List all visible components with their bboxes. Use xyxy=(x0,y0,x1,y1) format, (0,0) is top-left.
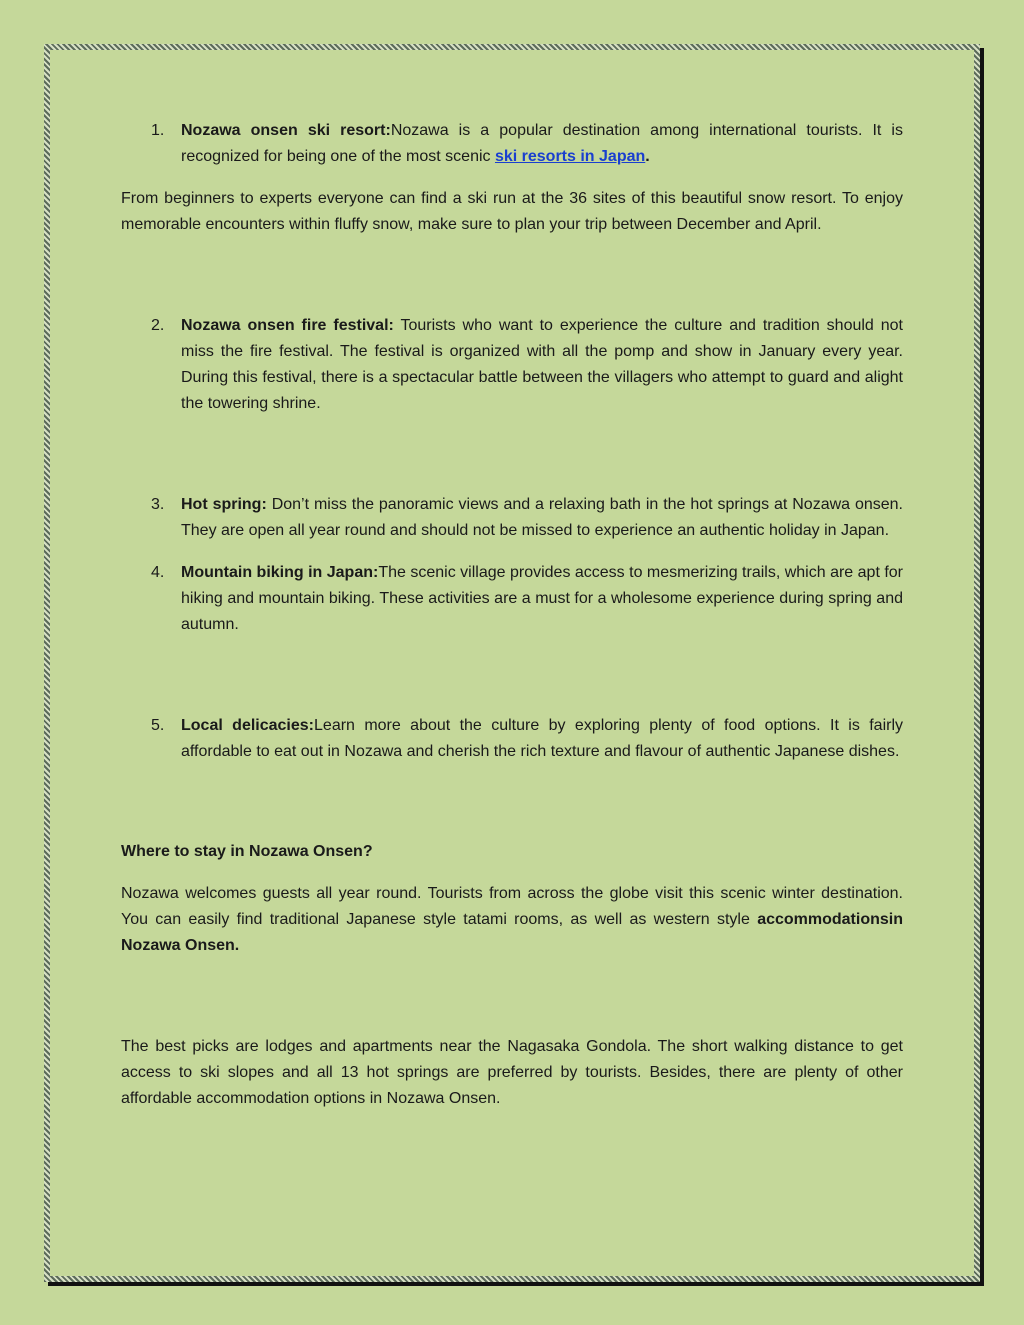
ski-paragraph: From beginners to experts everyone can find a ski run at the 36 sites of this beautiful snow resort. To enjoy memorable encounters within fluffy snow, make sure to plan your trip between December and April. xyxy=(121,190,903,233)
list-number: 1. xyxy=(151,122,165,139)
list-item-title: Mountain biking in Japan: xyxy=(181,564,379,581)
list-item-body xyxy=(181,560,903,638)
best-picks-paragraph: The best picks are lodges and apartments near the Nagasaka Gondola. The short walking distance to get access to ski slopes and all 13 hot springs are preferred by tourists. Besides, there are plenty of other affordable accommodation options in Nozawa Onsen. xyxy=(121,1038,903,1107)
spacer xyxy=(121,975,903,1034)
stay-paragraph-text: Nozawa welcomes guests all year round. Tourists from across the globe visit this scenic winter destination. You can easily find traditional Japanese style tatami rooms, as well as western style xyxy=(121,885,903,928)
page-shadow-right xyxy=(980,48,984,1286)
list-item-title: Hot spring: xyxy=(181,496,267,513)
spacer xyxy=(121,781,903,839)
document-content xyxy=(121,118,903,1128)
list-item-text: Tourists who want to experience the culture and tradition should not miss the fire festival. The festival is organized with all the pomp and show in January every year. During this festival, there is a spectacular battle between the villagers who attempt to guard and alight the towering shrine. xyxy=(181,317,903,412)
spacer xyxy=(121,254,903,313)
ski-resorts-link[interactable]: ski resorts in Japan xyxy=(494,148,646,165)
list-item-fire-festival xyxy=(121,313,903,417)
list-item-text: Learn more about the culture by exploring plenty of food options. It is fairly affordable to eat out in Nozawa and cherish the rich texture and flavour of authentic Japanese dishes. xyxy=(181,717,904,760)
stay-paragraph xyxy=(121,881,903,959)
list-number: 3. xyxy=(151,496,165,513)
list-item-title: Local delicacies: xyxy=(181,717,315,734)
list-item-title: Nozawa onsen ski resort: xyxy=(181,122,391,139)
list-item-text: The scenic village provides access to mesmerizing trails, which are apt for hiking and mountain biking. These activities are a must for a wholesome experience during spring and autumn. xyxy=(181,564,904,633)
list-item-text: Don’t miss the panoramic views and a relaxing bath in the hot springs at Nozawa onsen. They are open all year round and should not be missed to experience an authentic holiday in Japan. xyxy=(181,496,904,539)
spacer xyxy=(121,433,903,492)
list-item-body xyxy=(181,713,903,765)
list-item-body xyxy=(181,492,903,544)
spacer xyxy=(121,654,903,713)
list-item-mountain-biking xyxy=(121,560,903,638)
stay-paragraph-bold: accommodationsin Nozawa Onsen. xyxy=(121,911,903,954)
page-shadow-bottom xyxy=(48,1282,984,1286)
list-item-ski-resort xyxy=(121,118,903,170)
list-number: 4. xyxy=(151,564,165,581)
stay-heading: Where to stay in Nozawa Onsen? xyxy=(121,843,373,860)
list-item-local-delicacies xyxy=(121,713,903,765)
list-item-body xyxy=(181,118,903,170)
list-item-title: Nozawa onsen fire festival: xyxy=(181,317,394,334)
list-item-body xyxy=(181,313,903,417)
list-number: 5. xyxy=(151,717,165,734)
list-item-text: Nozawa is a popular destination among international tourists. It is recognized for being one of the most scenic xyxy=(181,122,903,165)
list-item-hot-spring xyxy=(121,492,903,544)
list-number: 2. xyxy=(151,317,165,334)
list-item-period: . xyxy=(645,148,650,165)
